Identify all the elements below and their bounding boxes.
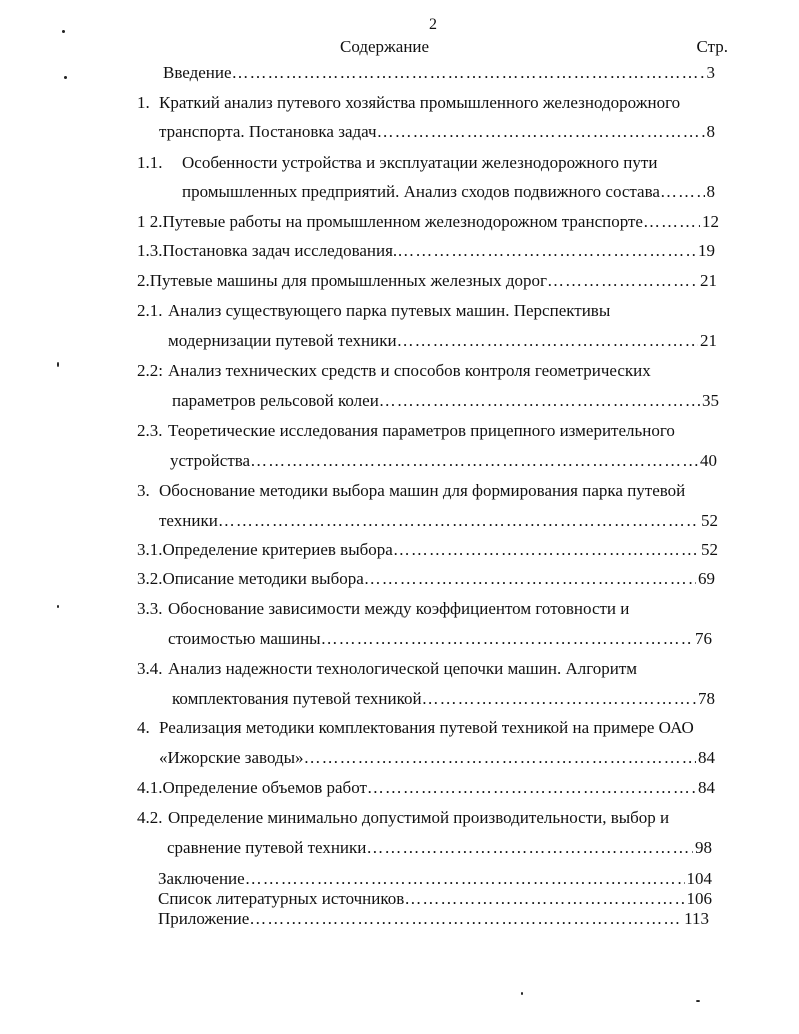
entry-page: 8	[706, 182, 715, 201]
entry-number: 2.3.	[137, 421, 163, 440]
entry-title-line-1: Определение минимально допустимой производительности, выбор и	[168, 808, 670, 827]
entry-page: 69	[698, 569, 715, 588]
entry-number: 4.2.	[137, 808, 163, 827]
entry-page: 52	[701, 511, 718, 530]
entry-title-line-2: транспорта. Постановка задач	[159, 122, 377, 141]
entry-page: 3	[706, 63, 715, 82]
entry-title-line-2: устройства	[170, 451, 251, 470]
entry-title-line-1: Реализация методики комплектования путевой техникой на примере ОАО	[159, 718, 694, 737]
entry-number: 1.1.	[137, 153, 163, 172]
entry-page: 8	[706, 122, 715, 141]
entry-page: 113	[684, 909, 709, 928]
page-number: 2	[429, 16, 437, 33]
entry-page: 21	[700, 331, 717, 350]
entry-title-line-2: техники	[159, 511, 218, 530]
toc-title: Содержание	[340, 37, 430, 56]
entry-title: Путевые машины для промышленных железных дорог	[149, 271, 547, 290]
entry-number: 3.4.	[137, 659, 163, 678]
entry-page: 35	[702, 391, 719, 410]
entry-number: 4.	[137, 718, 150, 737]
scan-speck	[696, 1000, 700, 1002]
entry-title-line-1: Анализ существующего парка путевых машин. Перспективы	[168, 301, 611, 320]
entry-page: 78	[698, 689, 715, 708]
entry-page: 84	[698, 778, 715, 797]
entry-page: 40	[700, 451, 717, 470]
entry-page: 98	[695, 838, 712, 857]
entry-page: 12	[702, 212, 719, 231]
entry-number: 2.1.	[137, 301, 163, 320]
entry-title-line-1: Анализ технических средств и способов контроля геометрических	[168, 361, 651, 380]
entry-title-line-2: модернизации путевой техники	[168, 331, 397, 350]
entry-title-line-2: параметров рельсовой колеи	[172, 391, 379, 410]
scan-speck	[521, 992, 523, 995]
entry-title: Введение	[163, 63, 232, 82]
entry-page: 106	[686, 889, 712, 908]
entry-title-line-1: Обоснование методики выбора машин для формирования парка путевой	[159, 481, 686, 500]
entry-number: 2.2:	[137, 361, 163, 380]
entry-page: 76	[695, 629, 712, 648]
entry-number: 3.	[137, 481, 150, 500]
entry-title-line-1: Краткий анализ путевого хозяйства промышленного железнодорожного	[159, 93, 681, 112]
entry-number: 4.1.	[137, 778, 163, 797]
entry-title-line-2: «Ижорские заводы»	[159, 748, 304, 767]
entry-title-line-2: стоимостью машины	[168, 629, 321, 648]
entry-number: 3.2.	[137, 569, 163, 588]
entry-title: Определение критериев выбора	[162, 540, 393, 559]
entry-number: 1.	[137, 93, 150, 112]
scan-speck	[64, 76, 67, 79]
entry-title-line-1: Анализ надежности технологической цепочки машин. Алгоритм	[168, 659, 638, 678]
entry-number: 2.	[137, 271, 150, 290]
scan-speck	[57, 605, 59, 608]
entry-page: 19	[698, 241, 715, 260]
entry-title: Постановка задач исследования.	[162, 241, 398, 260]
scan-speck	[62, 30, 65, 33]
entry-page: 104	[686, 869, 712, 888]
entry-title-line-2: комплектования путевой техникой	[172, 689, 422, 708]
entry-page: 52	[701, 540, 718, 559]
entry-title-line-1: Обоснование зависимости между коэффициентом готовности и	[168, 599, 630, 618]
entry-title: Приложение	[158, 909, 250, 928]
entry-page: 84	[698, 748, 715, 767]
entry-page: 21	[700, 271, 717, 290]
entry-title: Путевые работы на промышленном железнодорожном транспорте	[162, 212, 643, 231]
entry-title: Заключение	[158, 869, 245, 888]
entry-title-line-2: промышленных предприятий. Анализ сходов подвижного состава	[182, 182, 660, 201]
entry-title-line-2: сравнение путевой техники	[167, 838, 367, 857]
entry-number: 3.3.	[137, 599, 163, 618]
entry-title: Описание методики выбора	[162, 569, 364, 588]
entry-number: 3.1.	[137, 540, 163, 559]
entry-title: Определение объемов работ	[162, 778, 367, 797]
entry-number: 1.3.	[137, 241, 163, 260]
entry-title: Список литературных источников	[158, 889, 405, 908]
page-column-label: Стр.	[696, 37, 728, 56]
entry-number: 1 2.	[137, 212, 163, 231]
entry-title-line-1: Теоретические исследования параметров прицепного измерительного	[168, 421, 675, 440]
scan-speck	[57, 362, 59, 367]
entry-title-line-1: Особенности устройства и эксплуатации железнодорожного пути	[182, 153, 658, 172]
